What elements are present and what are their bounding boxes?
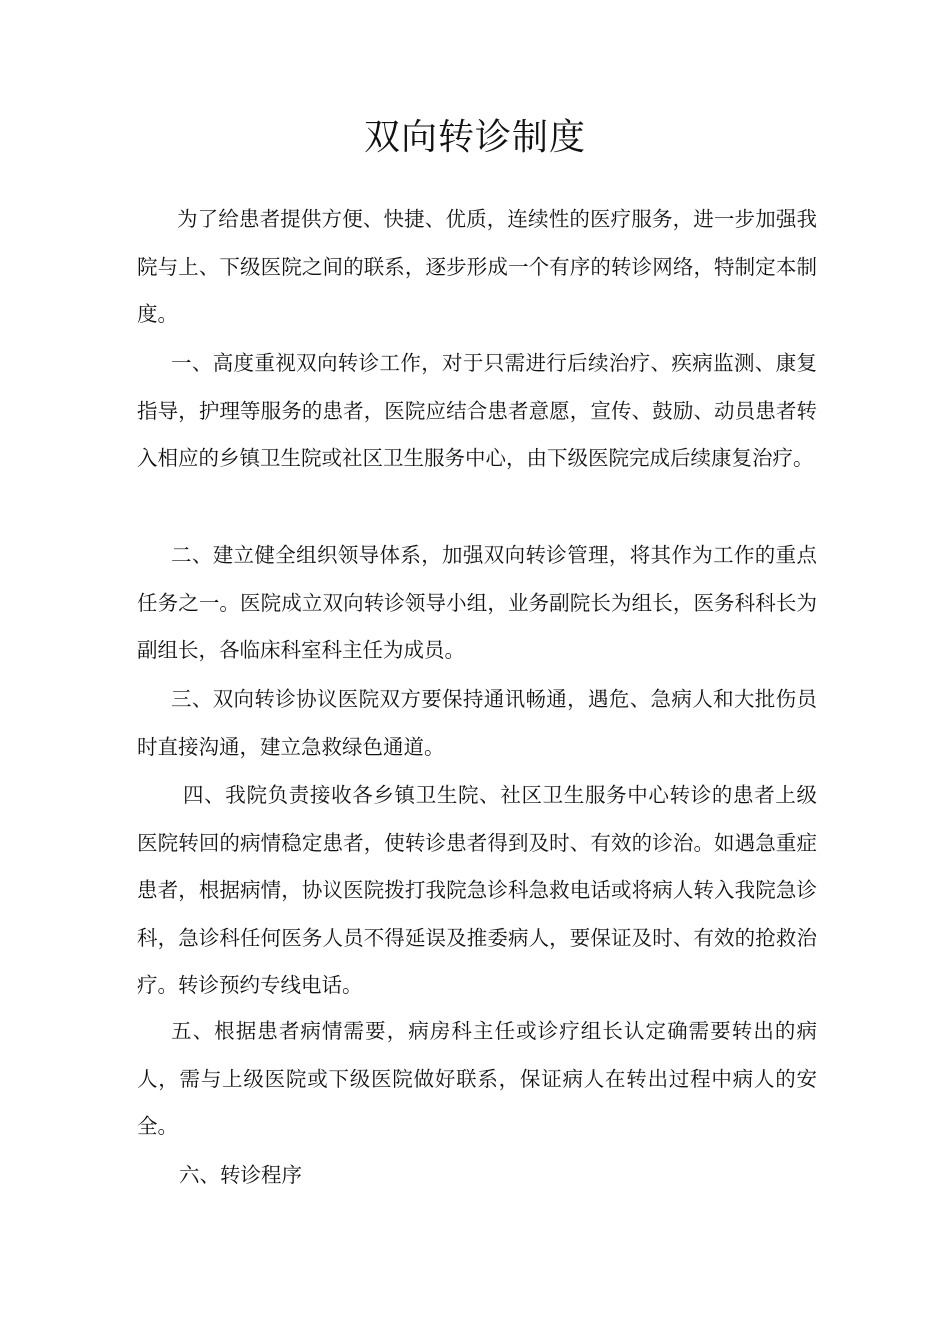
section-6-heading: 六、转诊程序 [179, 1163, 302, 1187]
section-1-paragraph: 一、高度重视双向转诊工作，对于只需进行后续治疗、疾病监测、康复指导，护理等服务的患者，医院应结合患者意愿，宣传、鼓励、动员患者转入相应的乡镇卫生院或社区卫生服务中心，由下级医院完成后续康复治疗。 [137, 351, 817, 470]
section-5-paragraph: 五、根据患者病情需要，病房科主任或诊疗组长认定确需要转出的病人，需与上级医院或下级医院做好联系，保证病人在转出过程中病人的安全。 [137, 1019, 817, 1138]
intro-paragraph: 为了给患者提供方便、快捷、优质，连续性的医疗服务，进一步加强我院与上、下级医院之间的联系，逐步形成一个有序的转诊网络，特制定本制度。 [137, 207, 817, 326]
section-2-paragraph: 二、建立健全组织领导体系，加强双向转诊管理，将其作为工作的重点任务之一。医院成立双向转诊领导小组，业务副院长为组长，医务科科长为副组长，各临床科室科主任为成员。 [137, 543, 817, 662]
section-3-paragraph: 三、双向转诊协议医院双方要保持通讯畅通，遇危、急病人和大批伤员时直接沟通，建立急救绿色通道。 [137, 687, 817, 759]
section-4-paragraph: 四、我院负责接收各乡镇卫生院、社区卫生服务中心转诊的患者上级医院转回的病情稳定患者，使转诊患者得到及时、有效的诊治。如遇急重症患者，根据病情，协议医院拨打我院急诊科急救电话或将病人转入我院急诊科，急诊科任何医务人员不得延误及推委病人，要保证及时、有效的抢救治疗。转诊预约专线电话。 [137, 783, 817, 997]
document-title: 双向转诊制度 [363, 117, 586, 158]
